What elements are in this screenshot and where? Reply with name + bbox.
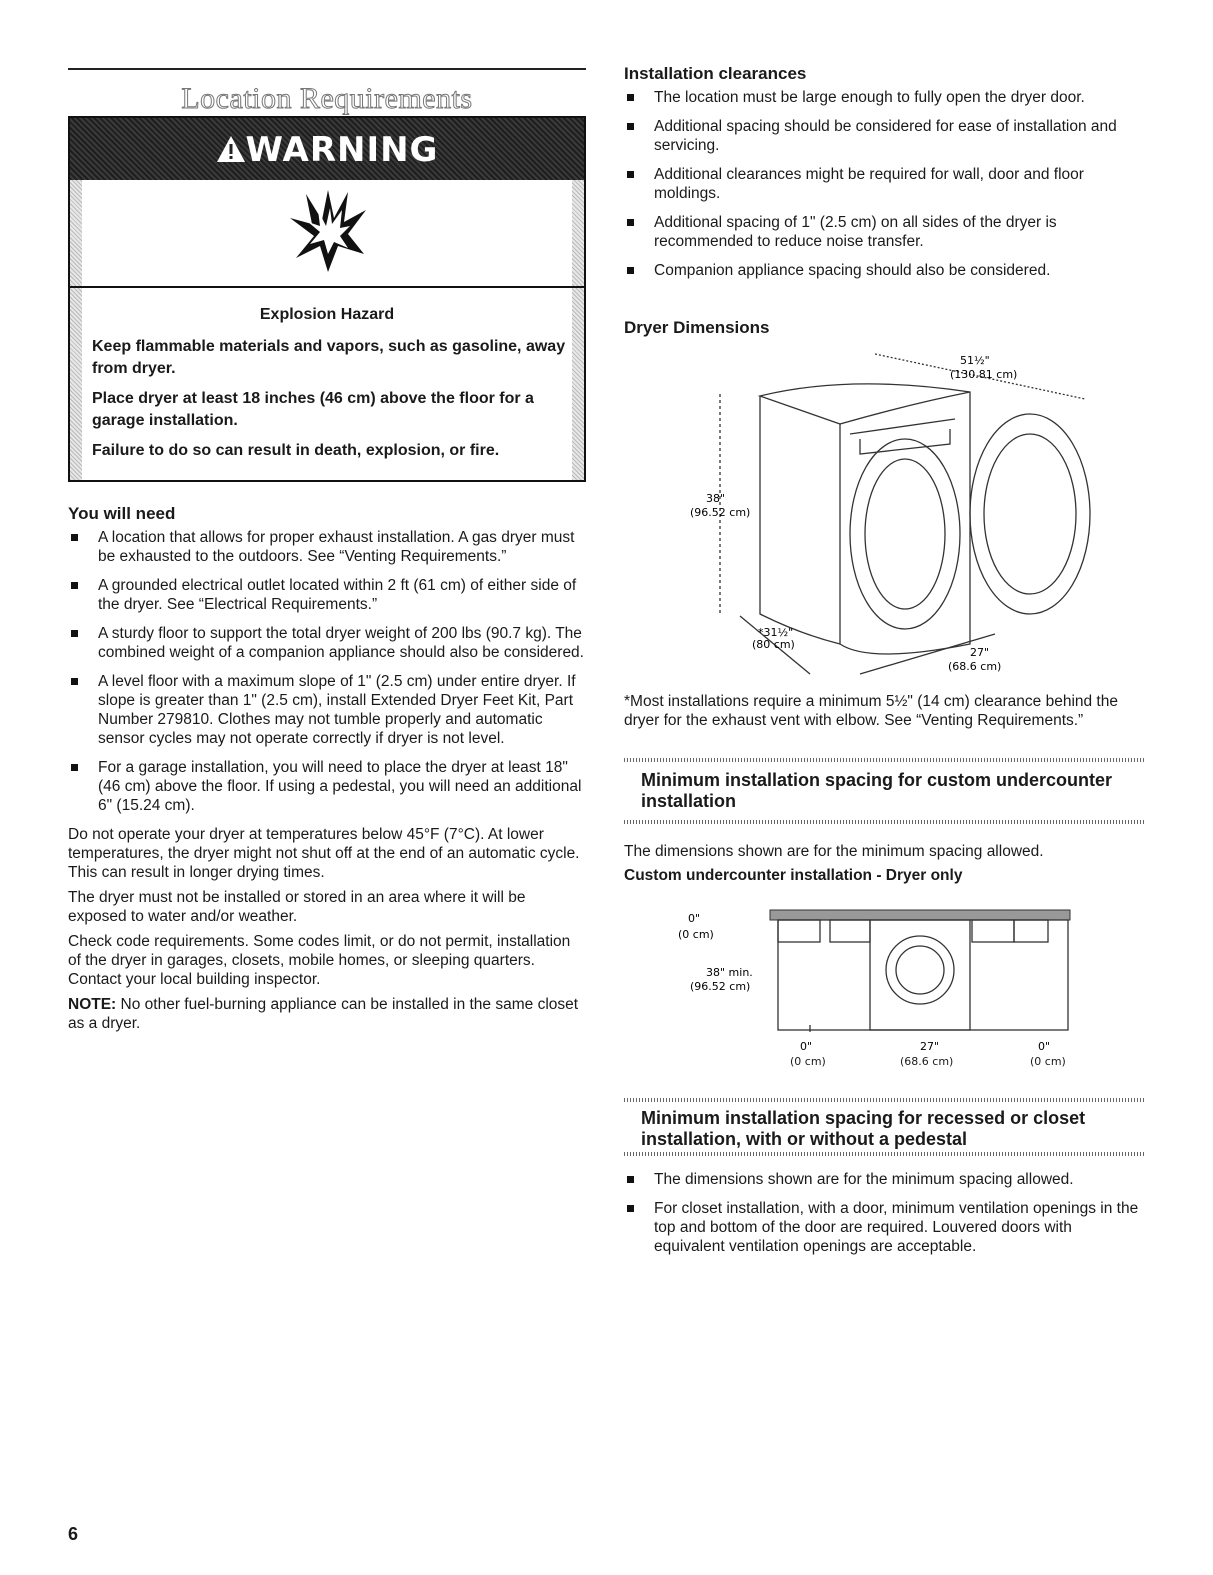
list-item: The location must be large enough to fully open the dryer door. (624, 88, 1144, 107)
title-rule (68, 68, 586, 70)
depth-cm: (130.81 cm) (950, 368, 1018, 381)
recessed-heading: Minimum installation spacing for recessed or closet installation, with or without a pedestal (641, 1108, 1086, 1149)
hazard-symbol-area (70, 180, 584, 288)
recessed-section (624, 1170, 1144, 1266)
code-paragraph: Check code requirements. Some codes limit, or do not permit, installation of the dryer in garages, closets, mobile homes, or sleeping quarters. Contact your local building inspector. (68, 933, 571, 988)
list-item: A sturdy floor to support the total dryer weight of 200 lbs (90.7 kg). The combined weight of a companion appliance should also be considered. (68, 624, 586, 662)
width-cm: (68.6 cm) (948, 660, 1002, 673)
list-item: The dimensions shown are for the minimum spacing allowed. (624, 1170, 1144, 1189)
you-will-need-heading: You will need (68, 504, 176, 523)
bullet-icon (627, 267, 634, 274)
you-will-need-section (68, 504, 586, 1039)
bullet-icon (627, 219, 634, 226)
bullet-icon (71, 630, 78, 637)
undercounter-intro: The dimensions shown are for the minimum spacing allowed. (624, 843, 1044, 860)
bullet-icon (627, 1176, 634, 1183)
bullet-icon (71, 678, 78, 685)
installation-clearances-section (624, 64, 1144, 290)
bullet-icon (627, 171, 634, 178)
top-clearance-inches: 0" (688, 912, 701, 925)
page-number: 6 (68, 1524, 79, 1544)
temperature-paragraph: Do not operate your dryer at temperatures below 45°F (7°C). At lower temperatures, the dryer might not shut off at the end of an automatic cycle. This can result in longer drying times. (68, 826, 580, 881)
undercounter-subheading: Custom undercounter installation - Dryer only (624, 867, 963, 884)
list-item: For closet installation, with a door, minimum ventilation openings in the top and bottom of the door are required. Louvered doors with equivalent ventilation openings are acceptable. (624, 1199, 1144, 1256)
bullet-icon (627, 1205, 634, 1212)
explosion-icon (290, 188, 366, 272)
bullet-icon (71, 764, 78, 771)
note-paragraph (68, 995, 586, 1033)
top-clearance-cm: (0 cm) (678, 928, 714, 941)
installation-clearances-heading: Installation clearances (624, 64, 807, 83)
hazard-line-2: Place dryer at least 18 inches (46 cm) above the floor for a garage installation. (92, 390, 534, 429)
list-item: Additional spacing of 1" (2.5 cm) on all sides of the dryer is recommended to reduce noise transfer. (624, 213, 1144, 251)
list-item: A location that allows for proper exhaust installation. A gas dryer must be exhausted to the outdoors. See “Venting Requirements.” (68, 528, 586, 566)
bullet-icon (71, 534, 78, 541)
dimensions-footnote: *Most installations require a minimum 5½" (14 cm) clearance behind the dryer for the exhaust vent with elbow. See “Venting Requirements.” (624, 693, 1118, 729)
right-clearance-cm: (0 cm) (1030, 1055, 1066, 1068)
section-title: Location Requirements (181, 82, 473, 115)
height-inches: 38" (706, 492, 726, 505)
note-text: No other fuel-burning appliance can be installed in the same closet as a dryer. (68, 996, 579, 1032)
left-clearance-cm: (0 cm) (790, 1055, 826, 1068)
dryer-dimensions-heading: Dryer Dimensions (624, 318, 770, 337)
list-item: Additional spacing should be considered for ease of installation and servicing. (624, 117, 1144, 155)
recessed-list (624, 1170, 1144, 1256)
bullet-icon (627, 94, 634, 101)
warning-label (70, 130, 584, 172)
height-cm: (96.52 cm) (690, 506, 751, 519)
list-item: A grounded electrical outlet located within 2 ft (61 cm) of either side of the dryer. See “Electrical Requirements.” (68, 576, 586, 614)
weather-paragraph: The dryer must not be installed or stored in an area where it will be exposed to water and/or weather. (68, 889, 526, 925)
undercounter-heading: Minimum installation spacing for custom undercounter installation (641, 770, 1113, 811)
dotted-rule (624, 758, 1146, 762)
side-depth-cm: (80 cm) (752, 638, 795, 651)
list-item: Companion appliance spacing should also be considered. (624, 261, 1144, 280)
note-label: NOTE: (68, 996, 117, 1013)
height-cm: (96.52 cm) (690, 980, 751, 993)
width-cm: (68.6 cm) (900, 1055, 954, 1068)
installation-clearances-list (624, 88, 1144, 280)
list-item: Additional clearances might be required for wall, door and floor moldings. (624, 165, 1144, 203)
warning-text: WARNING (245, 130, 439, 170)
list-item: A level floor with a maximum slope of 1" (2.5 cm) under entire dryer. If slope is greater than 1" (2.5 cm), install Extended Dryer Feet Kit, Part Number 279810. Clothes may not tumble properly and automatic sensor cycles may not operate correctly if dryer is not level. (68, 672, 586, 748)
warning-triangle-icon (216, 132, 246, 172)
left-clearance-inches: 0" (800, 1040, 813, 1053)
width-inches: 27" (920, 1040, 940, 1053)
hazard-title: Explosion Hazard (259, 306, 395, 323)
dotted-rule (624, 820, 1146, 824)
undercounter-diagram (660, 900, 1080, 1053)
width-inches: 27" (970, 646, 990, 659)
side-depth-inches: *31½" (758, 626, 794, 639)
dotted-rule (624, 1152, 1146, 1156)
dryer-dimensions-diagram (690, 344, 1120, 684)
bullet-icon (71, 582, 78, 589)
hazard-line-3: Failure to do so can result in death, explosion, or fire. (92, 442, 500, 459)
hazard-line-1: Keep flammable materials and vapors, such as gasoline, away from dryer. (92, 338, 566, 377)
depth-inches: 51½" (960, 354, 990, 367)
list-item: For a garage installation, you will need to place the dryer at least 18" (46 cm) above the floor. If using a pedestal, you will need an additional 6" (15.24 cm). (68, 758, 586, 815)
right-clearance-inches: 0" (1038, 1040, 1051, 1053)
dotted-rule (624, 1098, 1146, 1102)
you-will-need-list (68, 528, 586, 815)
bullet-icon (627, 123, 634, 130)
height-inches: 38" min. (706, 966, 753, 979)
